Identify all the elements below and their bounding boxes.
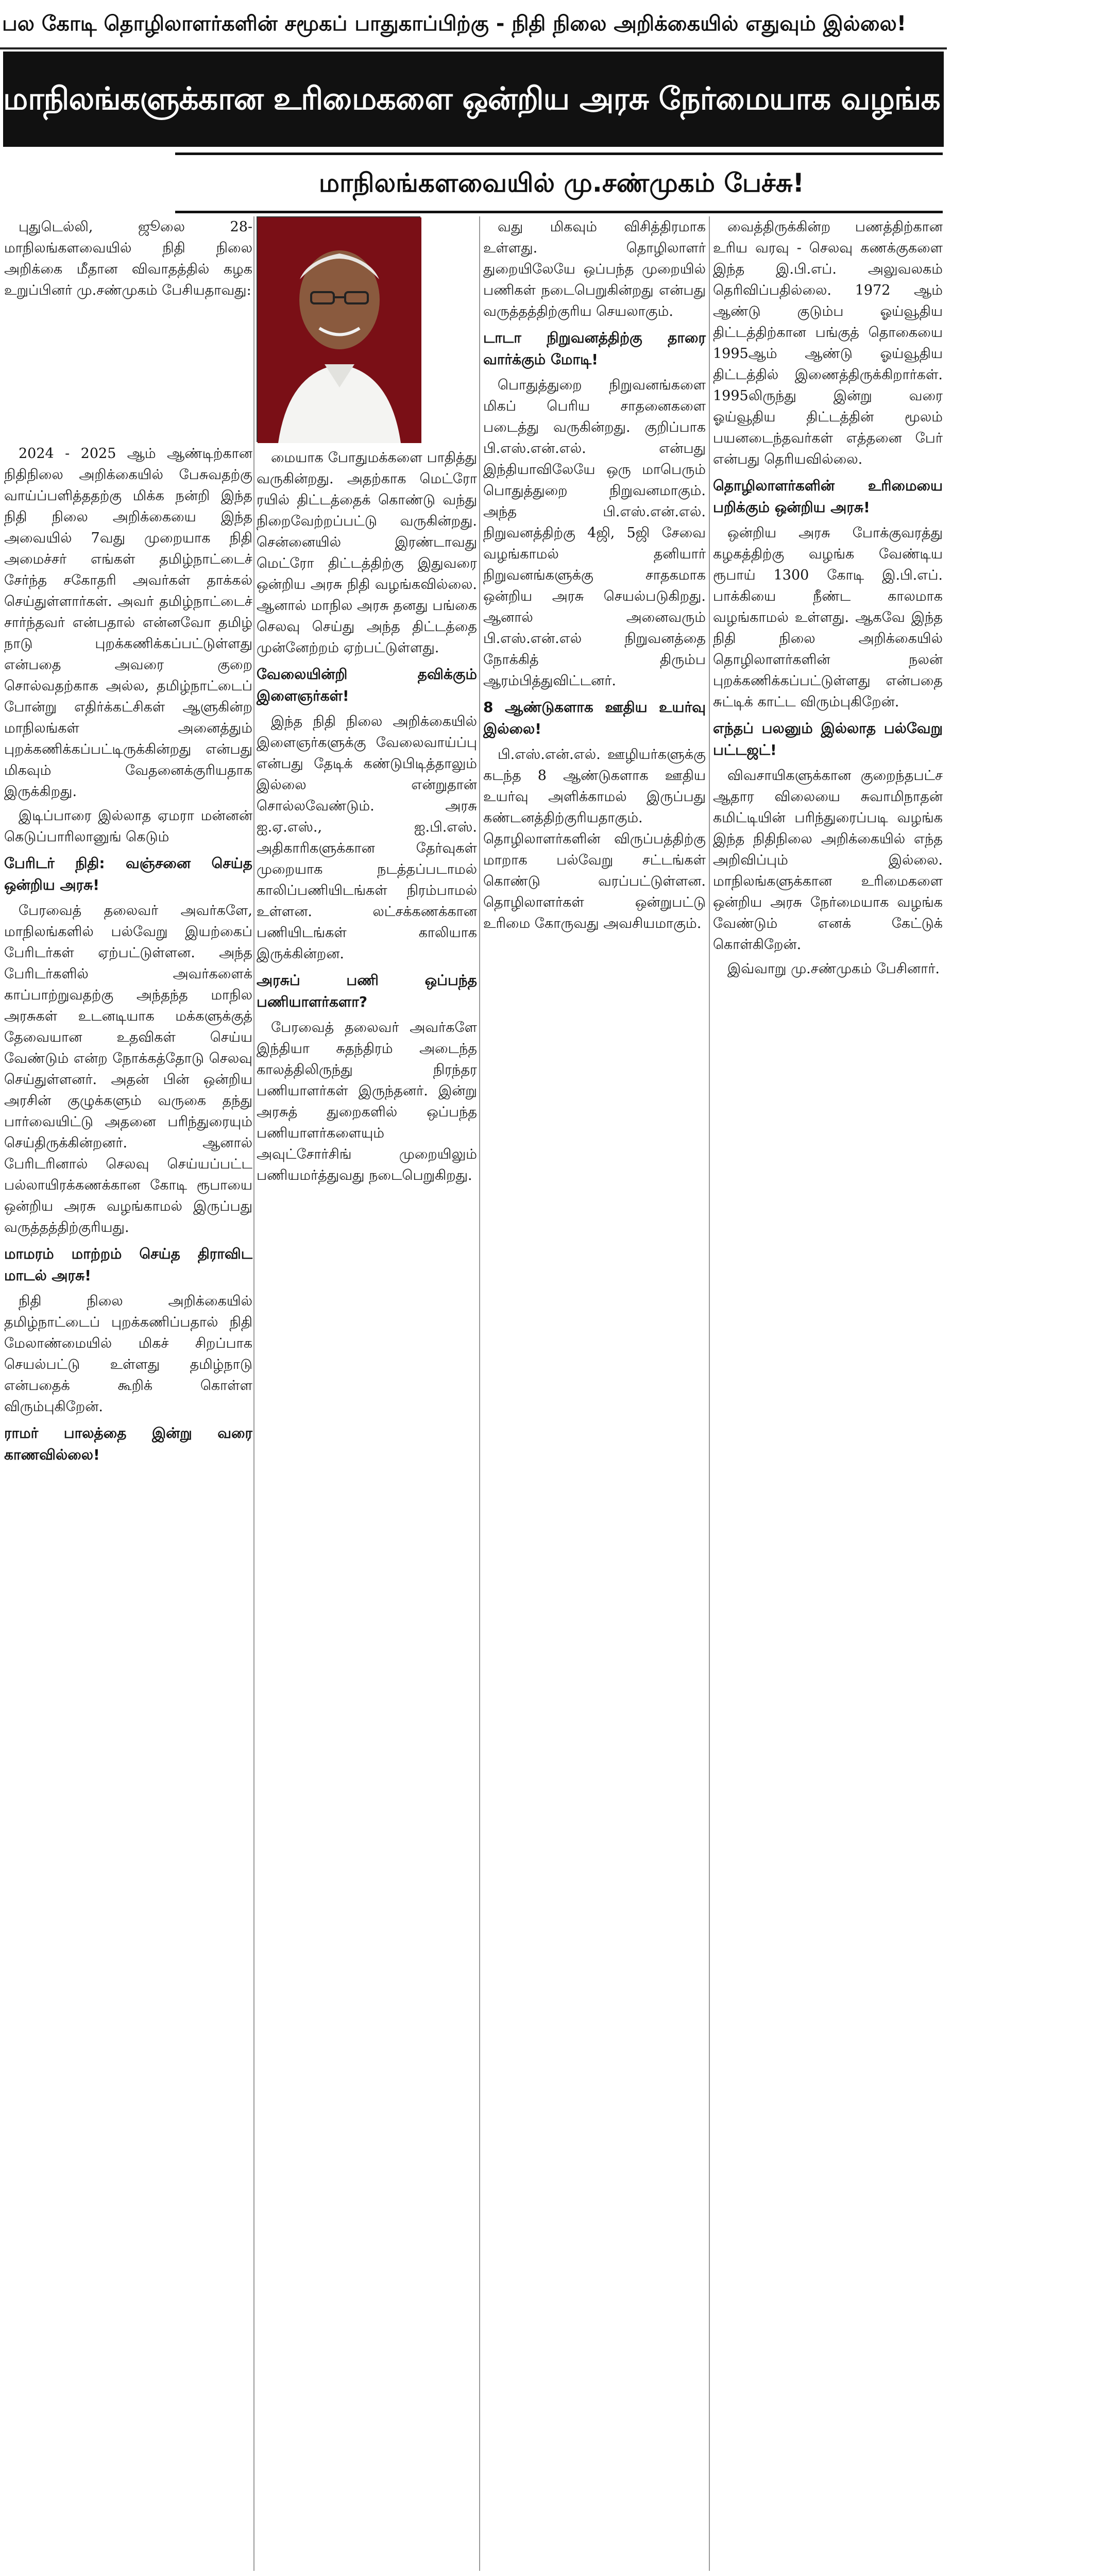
- column-divider: [479, 216, 480, 2571]
- column-divider: [709, 216, 710, 2571]
- paragraph: விவசாயிகளுக்கான குறைந்தபட்ச ஆதார விலையை சுவாமிநாதன் கமிட்டியின் பரிந்துரைப்படி வழங்க இந்த நிதிநிலை அறிக்கையில் எந்த அறிவிப்பும் இல்லை. மாநிலங்களுக்கான உரிமைகளை ஒன்றிய அரசு நேர்மையாக வழங்க வேண்டும் எனக் கேட்டுக் கொள்கிறேன்.: [713, 768, 943, 953]
- section-heading: பேரிடர் நிதி: வஞ்சனை செய்த ஒன்றிய அரசு!: [4, 855, 252, 893]
- section-heading: 8 ஆண்டுகளாக ஊதிய உயர்வு இல்லை!: [483, 699, 706, 737]
- paragraph: 2024 - 2025 ஆம் ஆண்டிற்கான நிதிநிலை அறிக்கையில் பேசுவதற்கு வாய்ப்பளித்ததற்கு மிக்க நன்றி இந்த நிதி நிலை அறிக்கையை இந்த அவையில் 7வது முறையாக நிதி அமைச்சர் எங்கள் தமிழ்நாட்டைச் சேர்ந்த சகோதரி அவர்கள் தாக்கல் செய்துள்ளார்கள். அவர் தமிழ்நாட்டைச் சார்ந்தவர் என்பதால் என்னவோ தமிழ் நாடு புறக்கணிக்கப்பட்டுள்ளது என்பதை அவரை குறை சொல்வதற்காக அல்ல, தமிழ்நாட்டைப் போன்று எதிர்க்கட்சிகள் ஆளுகின்ற மாநிலங்கள் அனைத்தும் புறக்கணிக்கப்பட்டிருக்கின்றது என்பது மிகவும் வேதனைக்குரியதாக இருக்கிறது.: [4, 446, 252, 800]
- speaker-photo: [257, 216, 420, 442]
- column-2: [257, 447, 477, 2571]
- section-heading: மாமரம் மாற்றம் செய்த திராவிட மாடல் அரசு!: [4, 1245, 252, 1284]
- column-4: [713, 216, 943, 2571]
- section-heading: டாடா நிறுவனத்திற்கு தாரை வார்க்கும் மோடி!: [483, 329, 706, 368]
- column-1-lower: [4, 443, 252, 2571]
- kicker-divider: [0, 47, 947, 49]
- paragraph: வைத்திருக்கின்ற பணத்திற்கான உரிய வரவு - செலவு கணக்குகளை இந்த இ.பி.எப். அலுவலகம் தெரிவிப்பதில்லை. 1972 ஆம் ஆண்டு குடும்ப ஓய்வூதிய திட்டத்திற்கான பங்குத் தொகையை 1995ஆம் ஆண்டு ஓய்வூதிய திட்டத்தில் இணைத்திருக்கிறார்கள். 1995லிருந்து இன்று வரை ஓய்வூதிய திட்டத்தின் மூலம் பயனடைந்தவர்கள் எத்தனை பேர் என்பது தெரியவில்லை.: [713, 219, 943, 467]
- subhead: மாநிலங்களவையில் மு.சண்முகம் பேச்சு!: [318, 168, 805, 198]
- paragraph: நிதி நிலை அறிக்கையில் தமிழ்நாட்டைப் புறக்கணிப்பதால் நிதி மேலாண்மையில் மிகச் சிறப்பாக செயல்பட்டு உள்ளது தமிழ்நாடு என்பதைக் கூறிக் கொள்ள விரும்புகிறேன்.: [4, 1293, 252, 1415]
- sign-off: இவ்வாறு மு.சண்முகம் பேசினார்.: [727, 961, 940, 977]
- paragraph: பேரவைத் தலைவர் அவர்களே இந்தியா சுதந்திரம் அடைந்த காலத்திலிருந்து நிரந்தர பணியாளர்கள் இருந்தனர். இன்று அரசுத் துறைகளில் ஒப்பந்த பணியாளர்களையும் அவுட்சோர்சிங் முறையிலும் பணியமர்த்துவது நடைபெறுகிறது.: [257, 1020, 477, 1183]
- section-heading: அரசுப் பணி ஒப்பந்த பணியாளர்களா?: [257, 972, 477, 1010]
- kicker-line: பல கோடி தொழிலாளர்களின் சமூகப் பாதுகாப்பிற்கு - நிதி நிலை அறிக்கையில் எதுவும் இல்லை!: [2, 12, 907, 36]
- paragraph: பி.எஸ்.என்.எல். ஊழியர்களுக்கு கடந்த 8 ஆண்டுகளாக ஊதிய உயர்வு அளிக்காமல் இருப்பது கண்டனத்திற்குரியதாகும். தொழிலாளர்களின் விருப்பத்திற்கு மாறாக பல்வேறு சட்டங்கள் கொண்டு வரப்பட்டுள்ளன. தொழிலாளர்கள் ஒன்றுபட்டு உரிமை கோருவது அவசியமாகும்.: [483, 747, 706, 931]
- paragraph: வது மிகவும் விசித்திரமாக உள்ளது. தொழிலாளர் துறையிலேயே ஒப்பந்த முறையில் பணிகள் நடைபெறுகின்றது என்பது வருத்தத்திற்குரிய செயலாகும்.: [483, 219, 706, 319]
- section-heading: எந்தப் பலனும் இல்லாத பல்வேறு பட்டஜட்!: [713, 720, 943, 758]
- paragraph: இந்த நிதி நிலை அறிக்கையில் இளைஞர்களுக்கு வேலைவாய்ப்பு என்பது தேடிக் கண்டுபிடித்தாலும் இல்லை என்றுதான் சொல்லவேண்டும். அரசு ஐ.ஏ.எஸ்., ஐ.பி.எஸ். அதிகாரிகளுக்கான தேர்வுகள் முறையாக நடத்தப்படாமல் காலிப்பணியிடங்கள் நிரம்பாமல் உள்ளன. லட்சக்கணக்கான பணியிடங்கள் காலியாக இருக்கின்றன.: [257, 714, 477, 962]
- column-3: [483, 216, 706, 2571]
- paragraph: பொதுத்துறை நிறுவனங்களை மிகப் பெரிய சாதனைகளை படைத்து வருகின்றது. குறிப்பாக பி.எஸ்.என்.எல். என்பது இந்தியாவிலேயே ஒரு மாபெரும் பொதுத்துறை நிறுவனமாகும். அந்த பி.எஸ்.என்.எல். நிறுவனத்திற்கு 4ஜி, 5ஜி சேவை வழங்காமல் தனியார் நிறுவனங்களுக்கு சாதகமாக ஒன்றிய அரசு செயல்படுகிறது. ஆனால் அனைவரும் பி.எஸ்.என்.எல் நிறுவனத்தை நோக்கித் திரும்ப ஆரம்பித்துவிட்டனர்.: [483, 377, 706, 689]
- paragraph-dateline: புதுடெல்லி, ஜூலை 28- மாநிலங்களவையில் நிதி நிலை அறிக்கை மீதான விவாதத்தில் கழக உறுப்பினர் மு.சண்முகம் பேசியதாவது:: [4, 219, 252, 298]
- column-divider: [253, 216, 254, 2571]
- section-heading: ராமர் பாலத்தை இன்று வரை காணவில்லை!: [4, 1425, 252, 1463]
- main-headline: மாநிலங்களுக்கான உரிமைகளை ஒன்றிய அரசு நேர்மையாக வழங்க வேண்டும்!: [3, 52, 944, 147]
- section-heading: தொழிலாளர்களின் உரிமையை பறிக்கும் ஒன்றிய அரசு!: [713, 477, 943, 516]
- paragraph: பேரவைத் தலைவர் அவர்களே, மாநிலங்களில் பல்வேறு இயற்கைப் பேரிடர்கள் ஏற்பட்டுள்ளன. அந்த பேரிடர்களில் அவர்களைக் காப்பாற்றுவதற்கு அந்தந்த மாநில அரசுகள் உடனடியாக மக்களுக்குத் தேவையான உதவிகள் செய்ய வேண்டும் என்ற நோக்கத்தோடு செலவு செய்துள்ளனர். அதன் பின் ஒன்றிய அரசின் குழுக்களும் வருகை தந்து பார்வையிட்டு அதனை பரிந்துரையும் செய்திருக்கின்றனர். ஆனால் பேரிடரினால் செலவு செய்யப்பட்ட பல்லாயிரக்கணக்கான கோடி ரூபாயை ஒன்றிய அரசு வழங்காமல் இருப்பது வருத்தத்திற்குரியது.: [4, 903, 252, 1235]
- paragraph: இடிப்பாரை இல்லாத ஏமரா மன்னன் கெடுப்பாரிலானுங் கெடும்: [4, 808, 252, 845]
- paragraph: மையாக போதுமக்களை பாதித்து வருகின்றது. அதற்காக மெட்ரோ ரயில் திட்டத்தைக் கொண்டு வந்து நிறைவேற்றப்பட்டு வருகின்றது. சென்னையில் இரண்டாவது மெட்ரோ திட்டத்திற்கு இதுவரை ஒன்றிய அரசு நிதி வழங்கவில்லை. ஆனால் மாநில அரசு தனது பங்கை செலவு செய்து அந்த திட்டத்தை முன்னேற்றம் ஏற்பட்டுள்ளது.: [257, 450, 477, 656]
- paragraph: ஒன்றிய அரசு போக்குவரத்து கழகத்திற்கு வழங்க வேண்டிய ரூபாய் 1300 கோடி இ.பி.எப். பாக்கியை நீண்ட காலமாக வழங்காமல் உள்ளது. ஆகவே இந்த நிதி நிலை அறிக்கையில் தொழிலாளர்களின் நலன் புறக்கணிக்கப்பட்டுள்ளது என்பதை சுட்டிக் காட்ட விரும்புகிறேன்.: [713, 525, 943, 710]
- portrait-illustration: [258, 217, 421, 443]
- section-heading: வேலையின்றி தவிக்கும் இளைஞர்கள்!: [257, 666, 477, 704]
